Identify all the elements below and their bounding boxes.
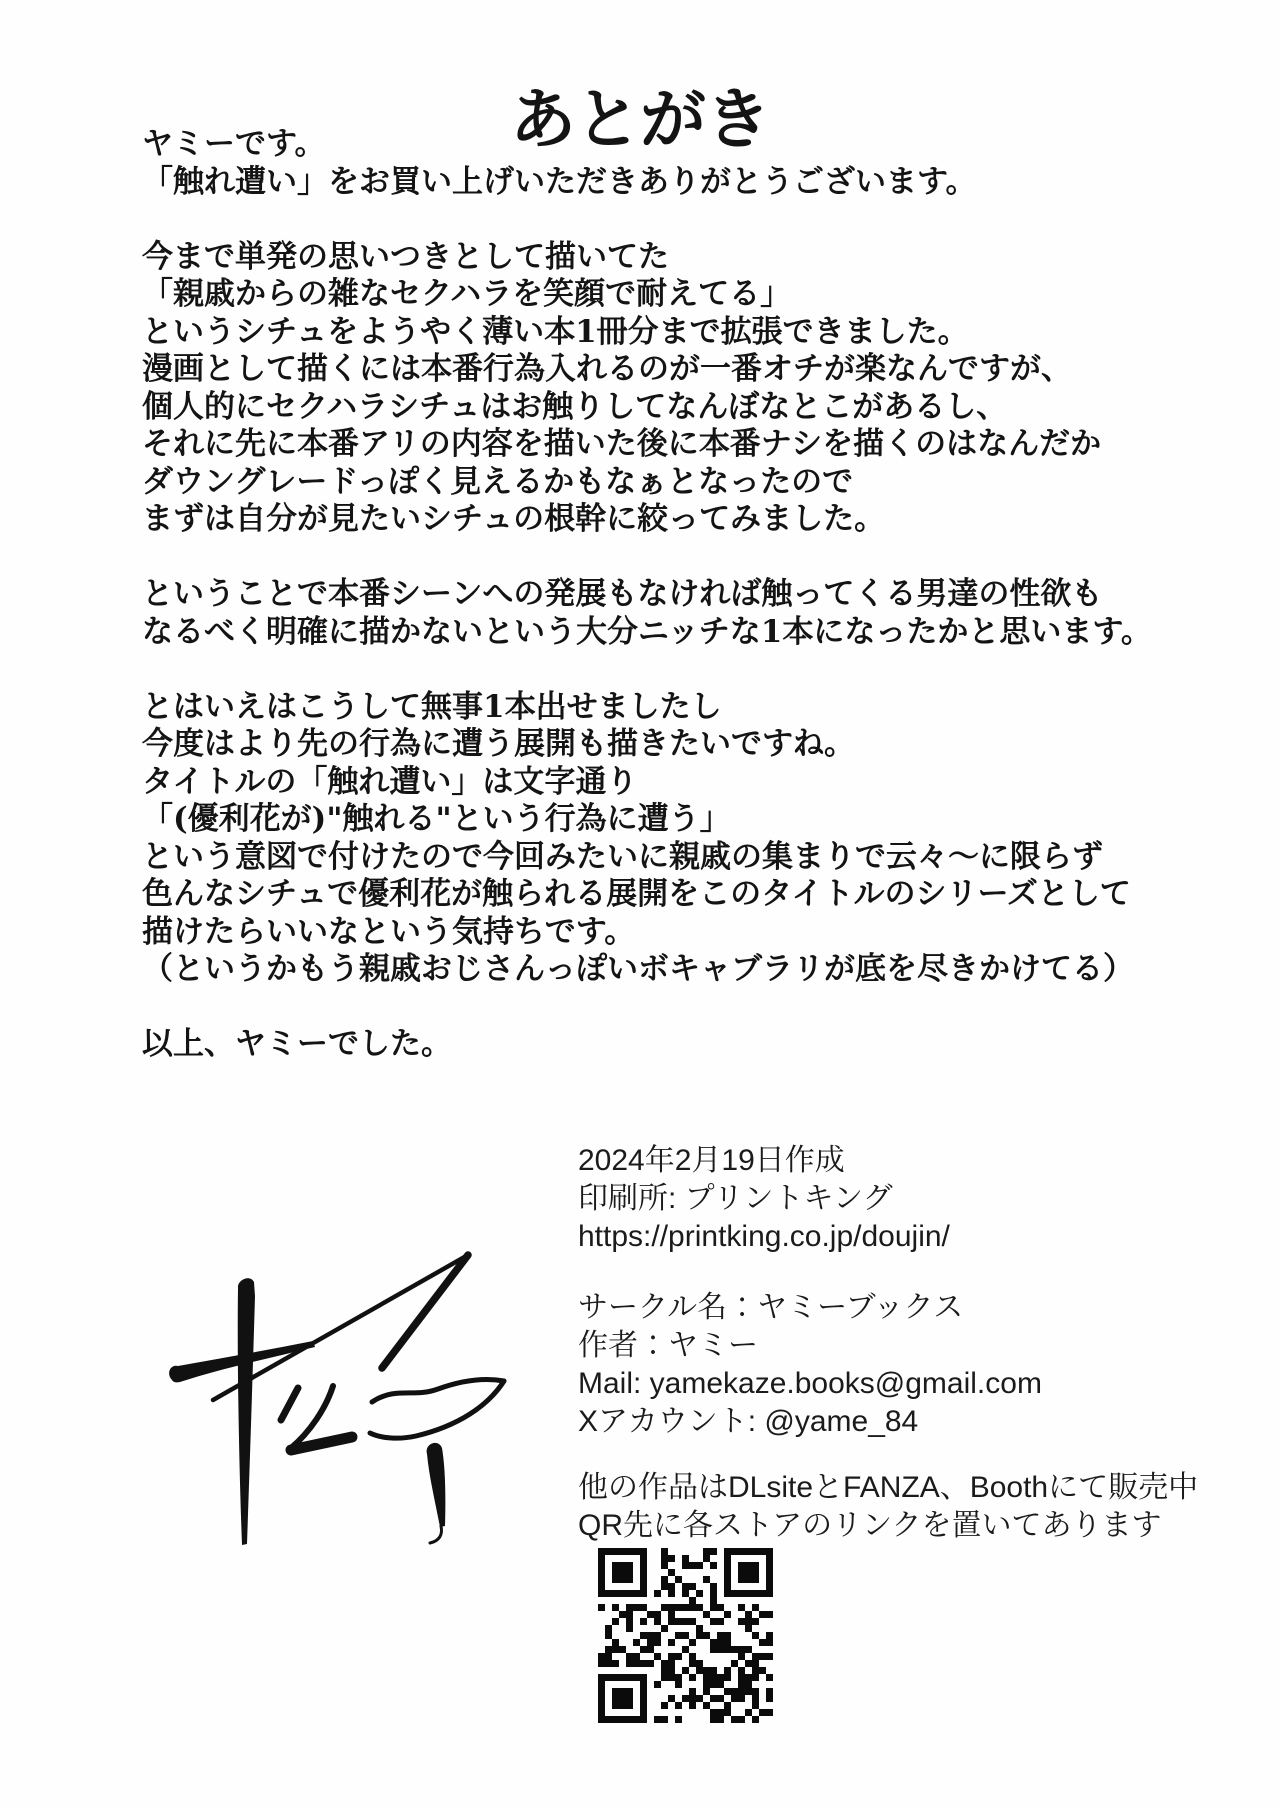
afterword-line: 色んなシチュで優利花が触られる展開をこのタイトルのシリーズとして — [142, 876, 1131, 912]
afterword-line — [142, 201, 1152, 239]
afterword-line: 漫画として描くには本番行為入れるのが一番オチが楽なんですが、 — [142, 351, 1072, 387]
handwritten-signature-icon — [158, 1236, 530, 1556]
afterword-line: タイトルの「触れ遭い」は文字通り — [142, 763, 638, 800]
page-title: あとがき — [510, 80, 770, 159]
afterword-line: なるべく明確に描かないという大分ニッチな1本になったかと思います。 — [142, 613, 1152, 650]
afterword-line: それに先に本番アリの内容を描いた後に本番ナシを描くのはなんだか — [142, 426, 1102, 462]
afterword-line: 今度はより先の行為に遭う展開も描きたいですね。 — [142, 726, 855, 762]
afterword-line: まずは自分が見たいシチュの根幹に絞ってみました。 — [142, 501, 886, 537]
afterword-line: （というかもう親戚おじさんっぽいボキャブラリが底を尽きかけてる） — [142, 951, 1134, 987]
colophon-line: 2024年2月19日作成 — [578, 1144, 845, 1177]
colophon-line: Xアカウント: @yame_84 — [578, 1405, 919, 1438]
afterword-line: 描けたらいいなという気持ちです。 — [142, 913, 636, 950]
afterword-line: ということで本番シーンへの発展もなければ触ってくる男達の性欲も — [142, 576, 1103, 612]
afterword-line: 今まで単発の思いつきとして描いてた — [142, 238, 669, 275]
afterword-line: というシチュをようやく薄い本1冊分まで拡張できました。 — [142, 313, 969, 350]
afterword-line — [142, 651, 1152, 689]
afterword-line: 以上、ヤミーでした。 — [142, 1026, 452, 1062]
colophon-line: https://printking.co.jp/doujin/ — [578, 1220, 950, 1253]
colophon-print-info — [578, 1142, 950, 1256]
afterword-line: とはいえはこうして無事1本出せましたし — [142, 688, 722, 725]
afterword-line — [142, 989, 1152, 1027]
afterword-line: 個人的にセクハラシチュはお触りしてなんぼなとこがあるし、 — [142, 388, 1008, 425]
colophon-circle-info — [578, 1289, 1042, 1441]
colophon-line: 他の作品はDLsiteとFANZA、Boothにて販売中 — [578, 1471, 1199, 1504]
afterword-line: ヤミーです。 — [142, 126, 326, 162]
colophon-line: 作者：ヤミー — [578, 1329, 758, 1362]
afterword-line: という意図で付けたので今回みたいに親戚の集まりで云々〜に限らず — [142, 838, 1103, 875]
afterword-line — [142, 539, 1152, 577]
afterword-line: 「(優利花が)"触れる"という行為に遭う」 — [142, 801, 731, 837]
qr-code — [598, 1548, 773, 1723]
afterword-line: 「親戚からの雑なセクハラを笑顔で耐えてる」 — [142, 276, 792, 312]
afterword-line: 「触れ遭い」をお買い上げいただきありがとうございます。 — [142, 163, 977, 200]
colophon-line: サークル名：ヤミーブックス — [578, 1291, 964, 1324]
afterword-line: ダウングレードっぽく見えるかもなぁとなったので — [142, 463, 854, 500]
colophon-store-info — [578, 1469, 1198, 1545]
colophon-line: 印刷所: プリントキング — [578, 1182, 893, 1215]
afterword-body-text — [142, 126, 1152, 1064]
colophon-line: Mail: yamekaze.books@gmail.com — [578, 1367, 1042, 1400]
colophon-line: QR先に各ストアのリンクを置いてあります — [578, 1509, 1162, 1542]
